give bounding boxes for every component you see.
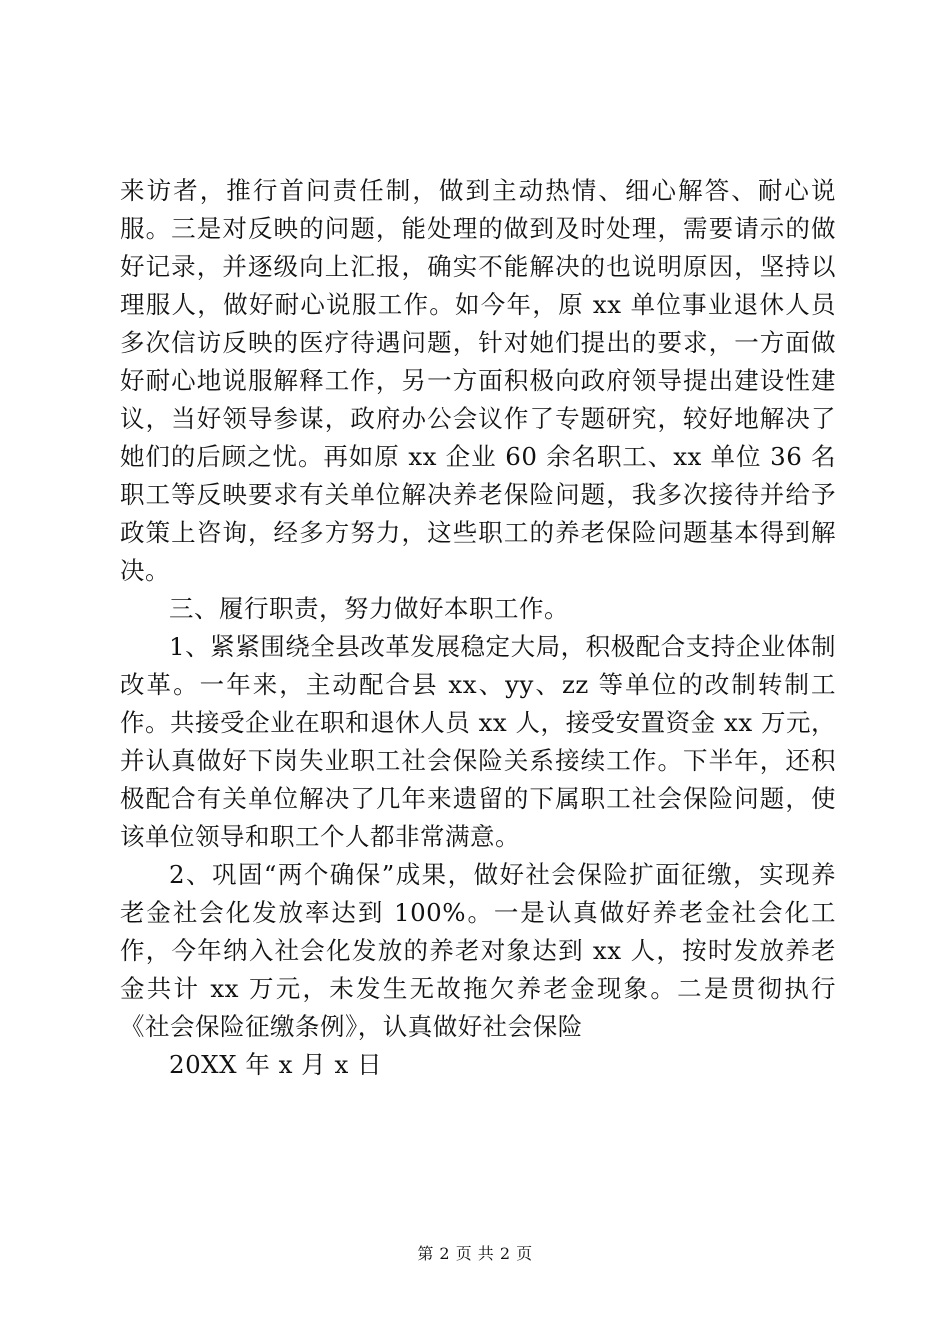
paragraph-item-2: 2、巩固“两个确保”成果，做好社会保险扩面征缴，实现养老金社会化发放率达到 100%。一是认真做好养老金社会化工作，今年纳入社会化发放的养老对象达到 xx 人，按时发放养老金共计 xx 万元，未发生无故拖欠养老金现象。二是贯彻执行《社会保险征缴条例》，认真做好社会保险 — [120, 860, 836, 1041]
paragraph-continuation: 来访者，推行首问责任制，做到主动热情、细心解答、耐心说服。三是对反映的问题，能处理的做到及时处理，需要请示的做好记录，并逐级向上汇报，确实不能解决的也说明原因，坚持以理服人，做好耐心说服工作。如今年，原 xx 单位事业退休人员多次信访反映的医疗待遇问题，针对她们提出的要求，一方面做好耐心地说服解释工作，另一方面积极向政府领导提出建设性建议，当好领导参谋，政府办公会议作了专题研究，较好地解决了她们的后顾之忧。再如原 xx 企业 60 余名职工、xx 单位 36 名职工等反映要求有关单位解决养老保险问题，我多次接待并给予政策上咨询，经多方努力，这些职工的养老保险问题基本得到解决。 — [120, 176, 836, 585]
paragraph-item-1: 1、紧紧围绕全县改革发展稳定大局，积极配合支持企业体制改革。一年来，主动配合县 xx、yy、zz 等单位的改制转制工作。共接受企业在职和退休人员 xx 人，接受安置资金 xx 万元，并认真做好下岗失业职工社会保险关系接续工作。下半年，还积极配合有关单位解决了几年来遗留的下属职工社会保险问题，使该单位领导和职工个人都非常满意。 — [120, 632, 836, 851]
page-footer: 第 2 页 共 2 页 — [417, 1244, 533, 1263]
document-body — [120, 172, 836, 1084]
document-date: 20XX 年 x 月 x 日 — [169, 1050, 383, 1079]
section-heading: 三、履行职责，努力做好本职工作。 — [169, 594, 569, 623]
